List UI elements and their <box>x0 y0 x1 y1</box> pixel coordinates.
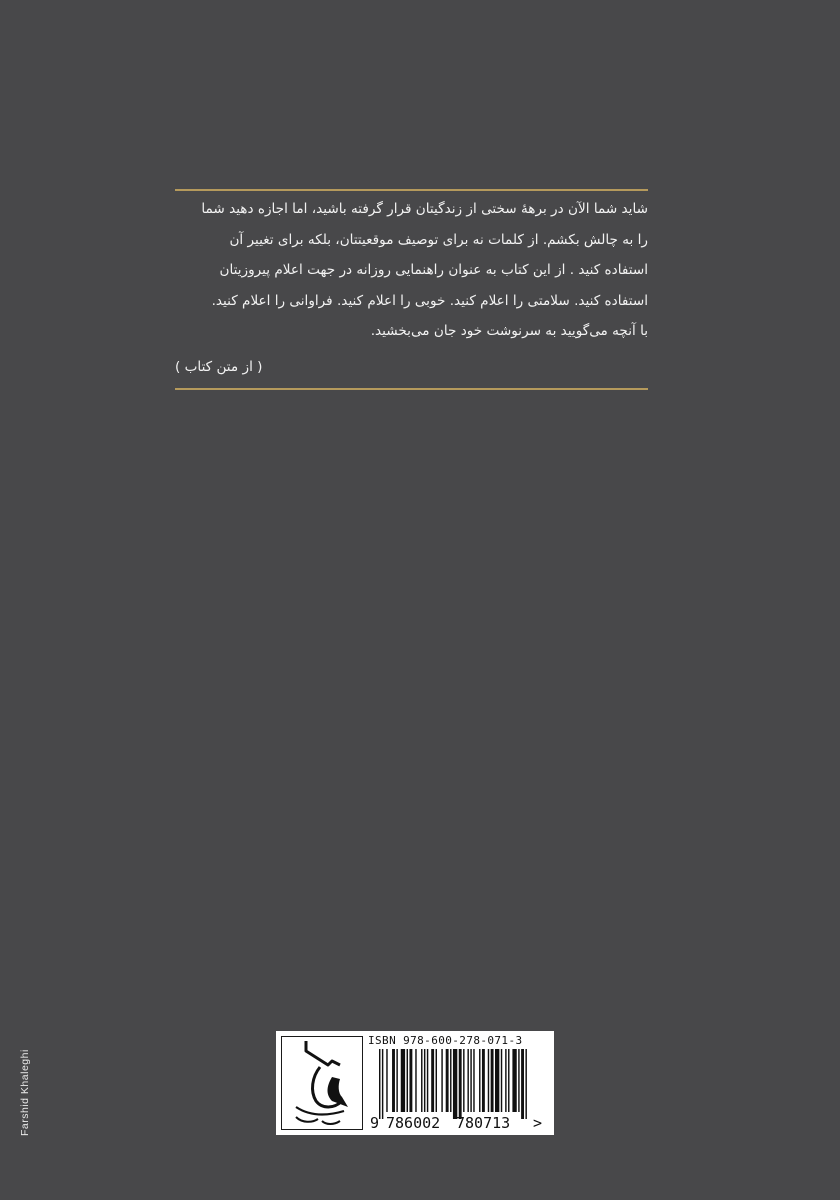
blurb-line: استفاده کنید . از این کتاب به عنوان راهنمایی روزانه در جهت اعلام پیروزیتان <box>219 262 648 278</box>
barcode-bar <box>467 1049 468 1112</box>
barcode-bar <box>473 1049 474 1112</box>
barcode-bar <box>521 1049 524 1119</box>
barcode-bar <box>459 1049 462 1119</box>
barcode-bar <box>518 1049 519 1112</box>
blurb-source: ( از متن کتاب ) <box>175 359 263 375</box>
barcode-bar <box>525 1049 526 1119</box>
barcode-bar <box>436 1049 437 1112</box>
designer-credit: Farshid Khaleghi <box>19 1049 31 1136</box>
barcode-bar <box>495 1049 499 1112</box>
barcode-bar <box>512 1049 516 1112</box>
barcode-bar <box>482 1049 485 1112</box>
barcode-icon <box>379 1049 529 1119</box>
book-blurb <box>175 194 648 347</box>
barcode-bar <box>505 1049 506 1112</box>
blurb-line: را به چالش بکشم. از کلمات نه برای توصیف موقعیتتان، بلکه برای تغییر آن <box>229 231 648 248</box>
barcode-bar <box>396 1049 397 1112</box>
barcode-bar <box>450 1049 451 1112</box>
barcode-bar <box>424 1049 425 1112</box>
blurb-line: با آنچه می‌گویید به سرنوشت خود جان می‌بخشید. <box>370 323 648 339</box>
barcode-bar <box>379 1049 380 1119</box>
barcode-bar <box>446 1049 449 1112</box>
isbn-barcode-panel <box>276 1031 554 1135</box>
barcode-bar <box>470 1049 471 1112</box>
barcode-bar <box>441 1049 442 1112</box>
blurb-line: استفاده کنید. سلامتی را اعلام کنید. خوبی را اعلام کنید. فراوانی را اعلام کنید. <box>211 292 648 309</box>
publisher-bird-logo-icon <box>282 1037 362 1129</box>
blurb-line: شاید شما الآن در برهۀ سختی از زندگیتان قرار گرفته باشید، اما اجازه دهید شما <box>201 201 648 217</box>
barcode-bar <box>392 1049 395 1112</box>
barcode-bar <box>488 1049 489 1112</box>
publisher-logo <box>281 1036 363 1130</box>
barcode-bar <box>401 1049 405 1112</box>
barcode-bar <box>431 1049 434 1112</box>
barcode-bar <box>415 1049 416 1112</box>
barcode-bar <box>382 1049 383 1119</box>
barcode-bar <box>421 1049 422 1112</box>
barcode-bar <box>386 1049 387 1112</box>
barcode-bar <box>491 1049 494 1112</box>
barcode-bar <box>508 1049 509 1112</box>
bottom-gold-rule <box>175 388 648 390</box>
barcode-digits-right: 780713 <box>456 1114 511 1132</box>
barcode-bar <box>407 1049 408 1112</box>
barcode-bar <box>463 1049 464 1112</box>
isbn-label: ISBN 978-600-278-071-3 <box>368 1034 523 1047</box>
barcode-first-digit: 9 <box>370 1114 380 1132</box>
barcode-bar <box>479 1049 480 1112</box>
top-gold-rule <box>175 189 648 191</box>
barcode-bar <box>453 1049 457 1119</box>
barcode-bar <box>409 1049 412 1112</box>
barcode-digits-left: 786002 <box>386 1114 441 1132</box>
barcode-bar <box>427 1049 428 1112</box>
barcode-bar <box>501 1049 502 1112</box>
barcode-quiet-zone-marker: > <box>533 1114 543 1132</box>
